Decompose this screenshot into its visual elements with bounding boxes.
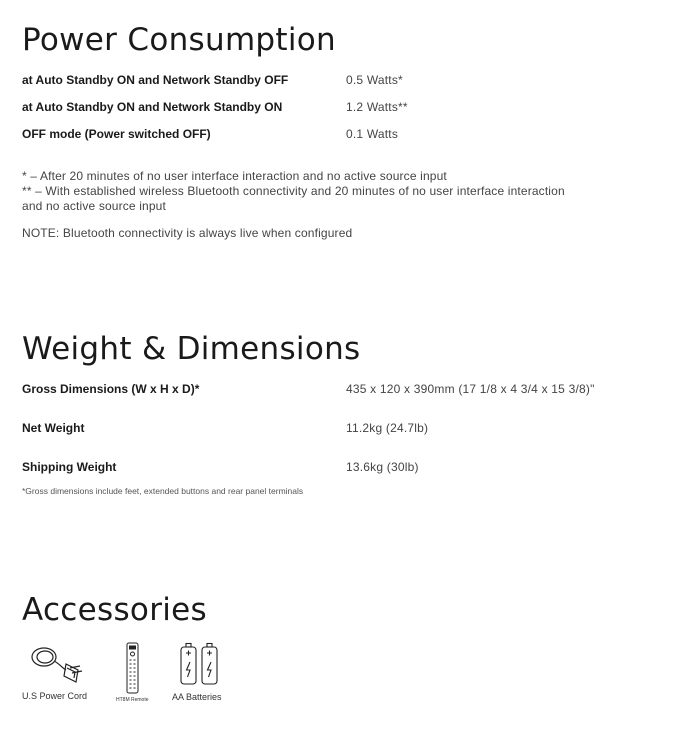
weight-row-value: 13.6kg (30lb)	[346, 460, 419, 474]
power-row-label: at Auto Standby ON and Network Standby OFF	[22, 73, 289, 87]
weight-row-label: Shipping Weight	[22, 460, 117, 474]
power-row-label: at Auto Standby ON and Network Standby ON	[22, 100, 283, 114]
power-footnote-2-line-2: and no active source input	[22, 199, 166, 213]
power-row-value: 0.1 Watts	[346, 127, 399, 141]
weight-row-label: Net Weight	[22, 421, 85, 435]
batteries-icon	[178, 642, 222, 686]
power-cord-icon	[28, 642, 86, 686]
accessories-section	[22, 592, 662, 628]
power-footnote-1: * – After 20 minutes of no user interface interaction and no active source input	[22, 169, 447, 183]
power-section	[22, 22, 662, 58]
accessory-label: HT8M Remote	[116, 697, 149, 703]
accessory-item	[112, 640, 152, 710]
weight-row-value: 435 x 120 x 390mm (17 1/8 x 4 3/4 x 15 3/8)"	[346, 382, 595, 396]
power-row-label: OFF mode (Power switched OFF)	[22, 127, 211, 141]
remote-icon	[126, 642, 139, 694]
accessory-item	[22, 640, 97, 710]
power-note: NOTE: Bluetooth connectivity is always live when configured	[22, 226, 353, 240]
weight-footnote: *Gross dimensions include feet, extended buttons and rear panel terminals	[22, 486, 304, 496]
accessories-list	[22, 640, 662, 710]
accessory-label: AA Batteries	[172, 692, 222, 702]
weight-section	[22, 331, 662, 367]
weight-title: Weight & Dimensions	[22, 331, 361, 367]
power-row-value: 0.5 Watts*	[346, 73, 403, 87]
accessory-item	[172, 640, 232, 710]
power-row-value: 1.2 Watts**	[346, 100, 408, 114]
weight-row-label: Gross Dimensions (W x H x D)*	[22, 382, 200, 396]
accessory-label: U.S Power Cord	[22, 691, 88, 701]
power-title: Power Consumption	[22, 22, 336, 58]
power-footnote-2-line-1: ** – With established wireless Bluetooth connectivity and 20 minutes of no user interface interaction	[22, 184, 565, 198]
accessories-title: Accessories	[22, 592, 207, 628]
weight-row-value: 11.2kg (24.7lb)	[346, 421, 429, 435]
